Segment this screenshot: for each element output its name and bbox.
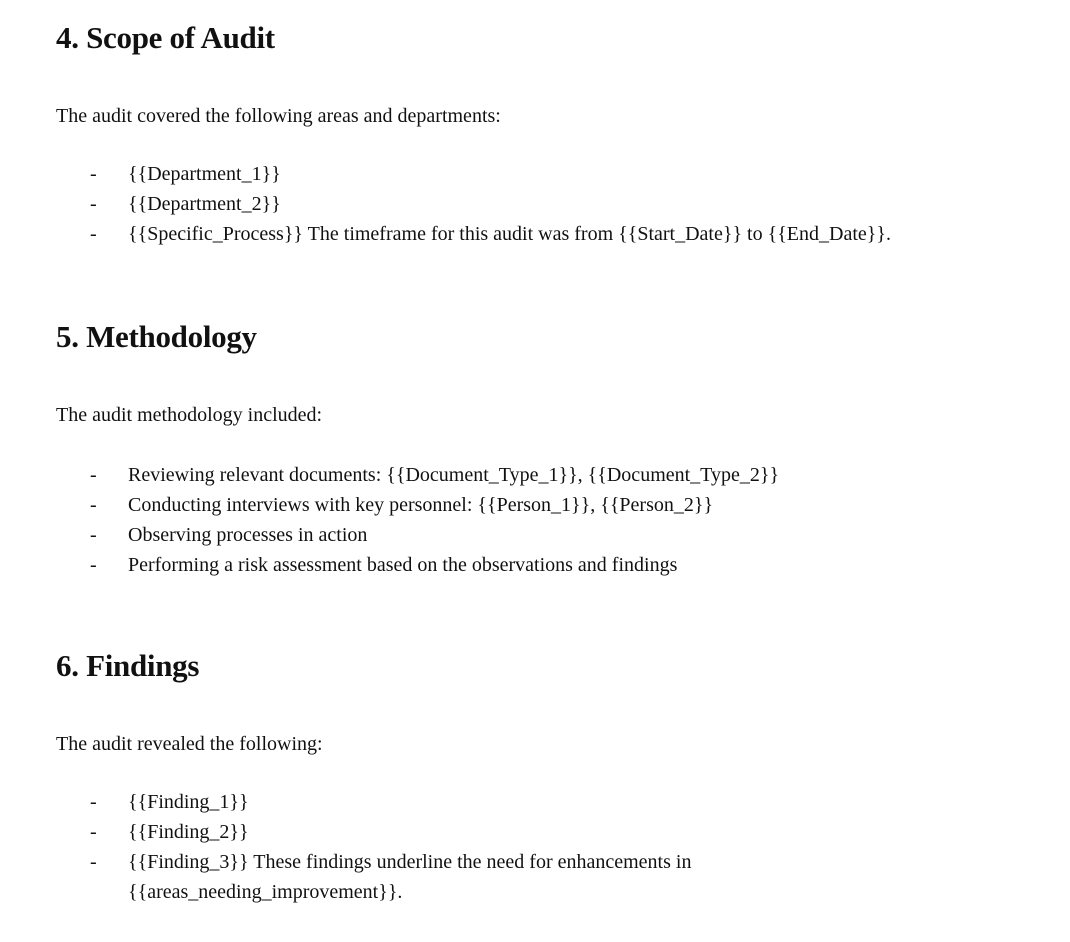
- list-item: - {{Department_2}}: [56, 189, 891, 219]
- dash-bullet: -: [90, 821, 97, 843]
- section-methodology: [56, 317, 779, 580]
- list-item: - Reviewing relevant documents: {{Document_Type_1}}, {{Document_Type_2}}: [56, 460, 779, 490]
- list-item: - {{Department_1}}: [56, 159, 891, 189]
- dash-bullet: -: [90, 494, 97, 516]
- list-item: - Conducting interviews with key personnel: {{Person_1}}, {{Person_2}}: [56, 490, 779, 520]
- list-item: - Observing processes in action: [56, 520, 779, 550]
- section-heading: 4. Scope of Audit: [56, 20, 275, 55]
- dash-bullet: -: [90, 554, 97, 576]
- dash-bullet: -: [90, 791, 97, 813]
- section-findings: [56, 646, 816, 907]
- section-heading: 6. Findings: [56, 648, 200, 683]
- list-item: - {{Finding_1}}: [56, 787, 816, 817]
- section-intro: The audit covered the following areas and departments:: [56, 105, 501, 127]
- dash-bullet: -: [90, 193, 97, 215]
- section-intro: The audit methodology included:: [56, 404, 323, 426]
- list-item: - {{Finding_3}} These findings underline the need for enhancements in {{areas_needing_improvement}}.: [56, 847, 816, 907]
- dash-bullet: -: [90, 851, 97, 873]
- dash-bullet: -: [90, 524, 97, 546]
- dash-bullet: -: [90, 163, 97, 185]
- bullet-list: [56, 460, 779, 580]
- section-intro: The audit revealed the following:: [56, 733, 323, 755]
- section-scope-of-audit: [56, 18, 891, 249]
- list-item: - {{Finding_2}}: [56, 817, 816, 847]
- list-item: - Performing a risk assessment based on the observations and findings: [56, 550, 779, 580]
- dash-bullet: -: [90, 464, 97, 486]
- dash-bullet: -: [90, 223, 97, 245]
- section-heading: 5. Methodology: [56, 319, 257, 354]
- list-item: - {{Specific_Process}} The timeframe for this audit was from {{Start_Date}} to {{End_Date}}.: [56, 219, 891, 249]
- bullet-list: [56, 159, 891, 249]
- bullet-list: [56, 787, 816, 907]
